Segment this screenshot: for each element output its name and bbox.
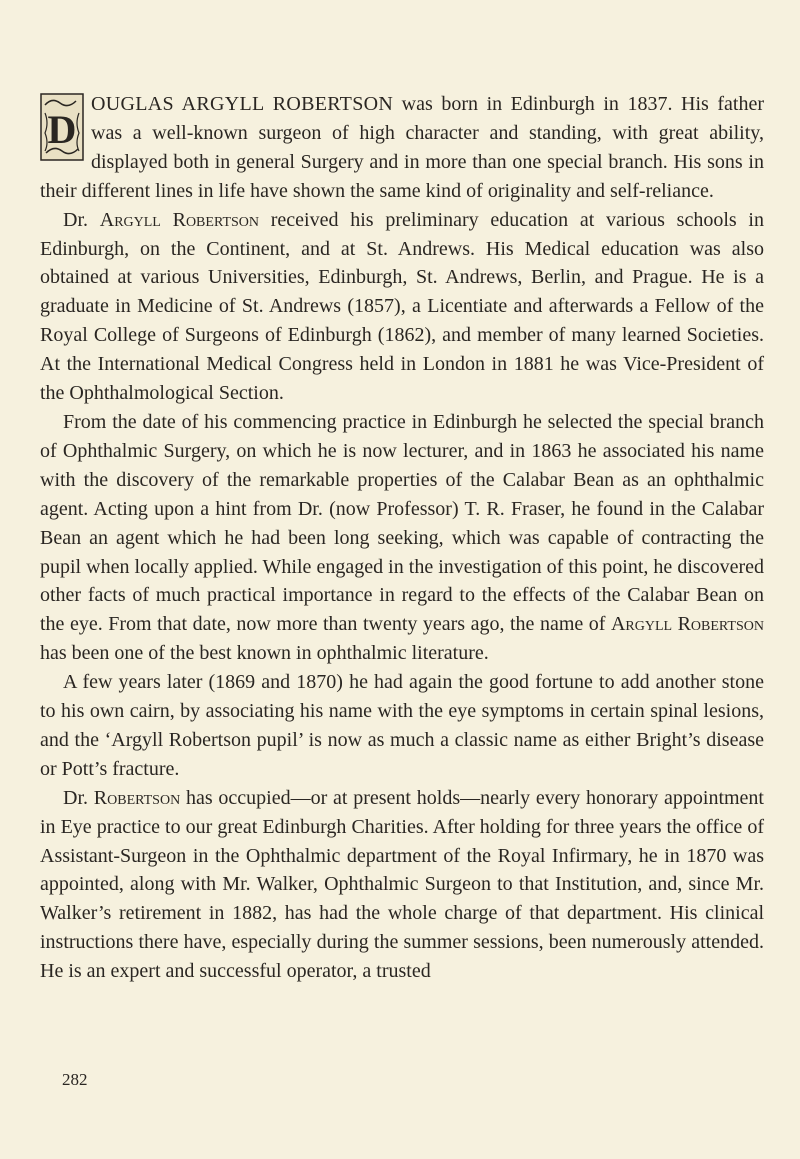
paragraph-5 [40,784,764,986]
paragraph-2-text: received his preliminary education at various schools in Edinburgh, on the Continent, and at St. Andrews. His Medical education was also obtained at various Universities, Edinburgh, St. Andrews, Berlin, and Prague. He is a graduate in Medicine of St. Andrews (1857), a Licentiate and afterwards a Fellow of the Royal College of Surgeons of Edinburgh (1862), and member of many learned Societies. At the International Medical Congress held in London in 1881 he was Vice-President of the Ophthalmological Section. [40,208,764,405]
paragraph-5-lead: Dr. [63,786,94,809]
paragraph-2 [40,206,764,408]
paragraph-1 [40,90,764,206]
page-number: 282 [62,1070,88,1089]
paragraph-4 [40,668,764,784]
paragraph-3-text-b: has been one of the best known in ophthalmic literature. [40,642,489,665]
name-small-caps: Argyll Robertson [610,613,764,636]
ornamental-dropcap [40,93,84,161]
dropcap-letter: D [47,107,77,152]
paragraph-3 [40,408,764,668]
paragraph-1-text: was born in Edinburgh in 1837. His father was a well-known surgeon of high character and standing, with great ability, displayed both in general Surgery and in more than one special branch. His sons in their different lines in life have shown the same kind of originality and self-reliance. [40,93,764,202]
paragraph-4-text: A few years later (1869 and 1870) he had again the good fortune to add another stone to his own cairn, by associating his name with the eye symptoms in certain spinal lesions, and the ‘Argyll Robertson pupil’ is now as much a classic name as either Bright’s disease or Pott’s fracture. [40,671,764,780]
opening-name: OUGLAS ARGYLL ROBERTSON [91,93,394,115]
page-body [40,90,764,986]
name-small-caps: Argyll Robertson [99,208,260,231]
paragraph-5-text: has occupied—or at present holds—nearly every honorary appointment in Eye practice to our great Edinburgh Charities. After holding for three years the office of Assistant-Surgeon in the Ophthalmic department of the Royal Infirmary, he in 1870 was appointed, along with Mr. Walker, Ophthalmic Surgeon to that Institution, and, since Mr. Walker’s retirement in 1882, has had the whole charge of that department. His clinical instructions there have, especially during the summer sessions, been numerously attended. He is an expert and successful operator, a trusted [40,786,764,983]
paragraph-3-text-a: From the date of his commencing practice in Edinburgh he selected the special branch of Ophthalmic Surgery, on which he is now lecturer, and in 1863 he associated his name with the discovery of the remarkable properties of the Calabar Bean as an ophthalmic agent. Acting upon a hint from Dr. (now Professor) T. R. Fraser, he found in the Calabar Bean an agent which he had been long seeking, which was capable of contracting the pupil when locally applied. While engaged in the investigation of this point, he discovered other facts of much practical importance in regard to the effects of the Calabar Bean on the eye. From that date, now more than twenty years ago, the name of [40,410,764,636]
paragraph-2-lead: Dr. [63,208,100,231]
name-small-caps: Robertson [93,786,181,809]
